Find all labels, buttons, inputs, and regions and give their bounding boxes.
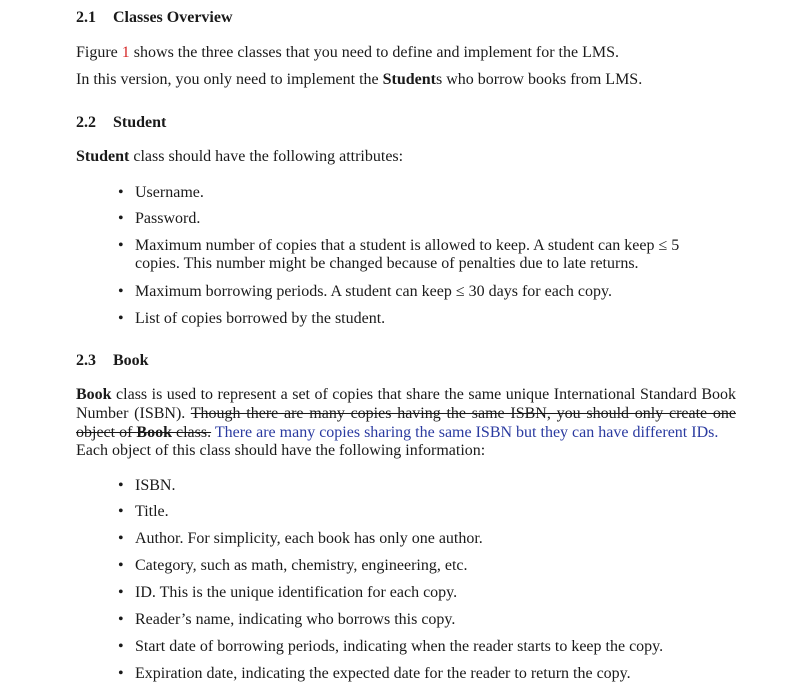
list-item-text: Reader’s name, indicating who borrows this copy. (135, 611, 456, 628)
figure-link[interactable]: 1 (121, 44, 130, 61)
list-item-text: Title. (135, 503, 169, 520)
section-title: Book (113, 352, 149, 369)
bold-term: Student (382, 71, 436, 88)
inserted-text: There are many copies sharing the same ISBN but they can have different IDs. (211, 424, 719, 441)
section-number: 2.3 (76, 352, 96, 369)
text: Figure (76, 44, 122, 61)
struck-bold-term: Book (136, 424, 172, 441)
list-item-text: Author. For simplicity, each book has only one author. (135, 530, 483, 547)
struck-text: Though there are many copies having the same ISBN, you should only create one (190, 405, 736, 422)
section-heading-2-2 (76, 114, 166, 132)
text: Each object of this class should have the following information: (76, 442, 486, 459)
struck-text: object of (76, 424, 137, 441)
paragraph-book-line-1 (76, 386, 736, 404)
section-heading-2-3 (76, 352, 149, 370)
section-title: Student (113, 114, 167, 131)
list-item-text: Category, such as math, chemistry, engineering, etc. (135, 557, 468, 574)
text: s who borrow books from LMS. (435, 71, 643, 88)
text: In this version, you only need to implement the (76, 71, 383, 88)
section-title: Classes Overview (113, 9, 233, 26)
paragraph-version-note (76, 71, 642, 89)
list-item-text: ISBN. (135, 477, 176, 494)
list-item-text: Maximum borrowing periods. A student can keep ≤ 30 days for each copy. (135, 283, 612, 300)
struck-text: class. (172, 424, 212, 441)
document-page: 2.1 Classes Overview Figure 1 shows the three classes that you need to define and implement for the LMS. In this version, you only need to implement the Students who borrow books from LMS. 2.2 Student Student class should have the following attributes: • Username. • Password. • Maximum number of copies that a student is allowed to keep. A student can keep ≤ 5 copies. This number might be changed because of penalties due to late returns. • Maximum borrowing periods. A student can keep ≤ 30 days for each copy. • List of copies borrowed by the student. 2.3 Book Book class is used to represent a set of copies that share the same unique International Standard Book Number (ISBN). Though there are many copies having the same ISBN, you should only create one object of Book class. There are many copies sharing the same ISBN but they can have different IDs. Each object of this class should have the following information: • ISBN. • Title. • Author. For simplicity, each book has only one author. • Category, such as math, chemistry, engineering, etc. • ID. This is the unique identification for each copy. • Reader’s name, indicating who borrows this copy. • Start date of borrowing periods, indicating when the reader starts to keep the copy. • Expiration date, indicating the expected date for the reader to return the copy. (76, 9, 736, 682)
text: class should have the following attributes: (129, 148, 404, 165)
section-heading-2-1 (76, 9, 233, 27)
bold-term: Book (76, 386, 112, 403)
section-number: 2.1 (76, 9, 96, 26)
text: shows the three classes that you need to define and implement for the LMS. (129, 44, 619, 61)
text: Number (ISBN). (76, 405, 191, 422)
list-item-text: Start date of borrowing periods, indicating when the reader starts to keep the copy. (135, 638, 664, 655)
list-item-text: ID. This is the unique identification for each copy. (135, 584, 458, 601)
list-item-text: Username. (135, 184, 204, 201)
list-item-text: Maximum number of copies that a student is allowed to keep. A student can keep ≤ 5 (135, 237, 680, 254)
paragraph-student-intro (76, 148, 403, 166)
paragraph-book-line-3 (76, 424, 718, 442)
paragraph-book-line-2 (76, 405, 736, 423)
paragraph-book-line-4 (76, 442, 485, 460)
text: class is used to represent a set of copies that share the same unique International Standard Book (111, 386, 736, 403)
list-item-text: Expiration date, indicating the expected date for the reader to return the copy. (135, 665, 631, 682)
list-item-text: copies. This number might be changed because of penalties due to late returns. (135, 255, 639, 272)
bold-term: Student (76, 148, 130, 165)
paragraph-figure-ref (76, 44, 619, 62)
list-item-text: Password. (135, 210, 201, 227)
list-item-text: List of copies borrowed by the student. (135, 310, 386, 327)
section-number: 2.2 (76, 114, 96, 131)
